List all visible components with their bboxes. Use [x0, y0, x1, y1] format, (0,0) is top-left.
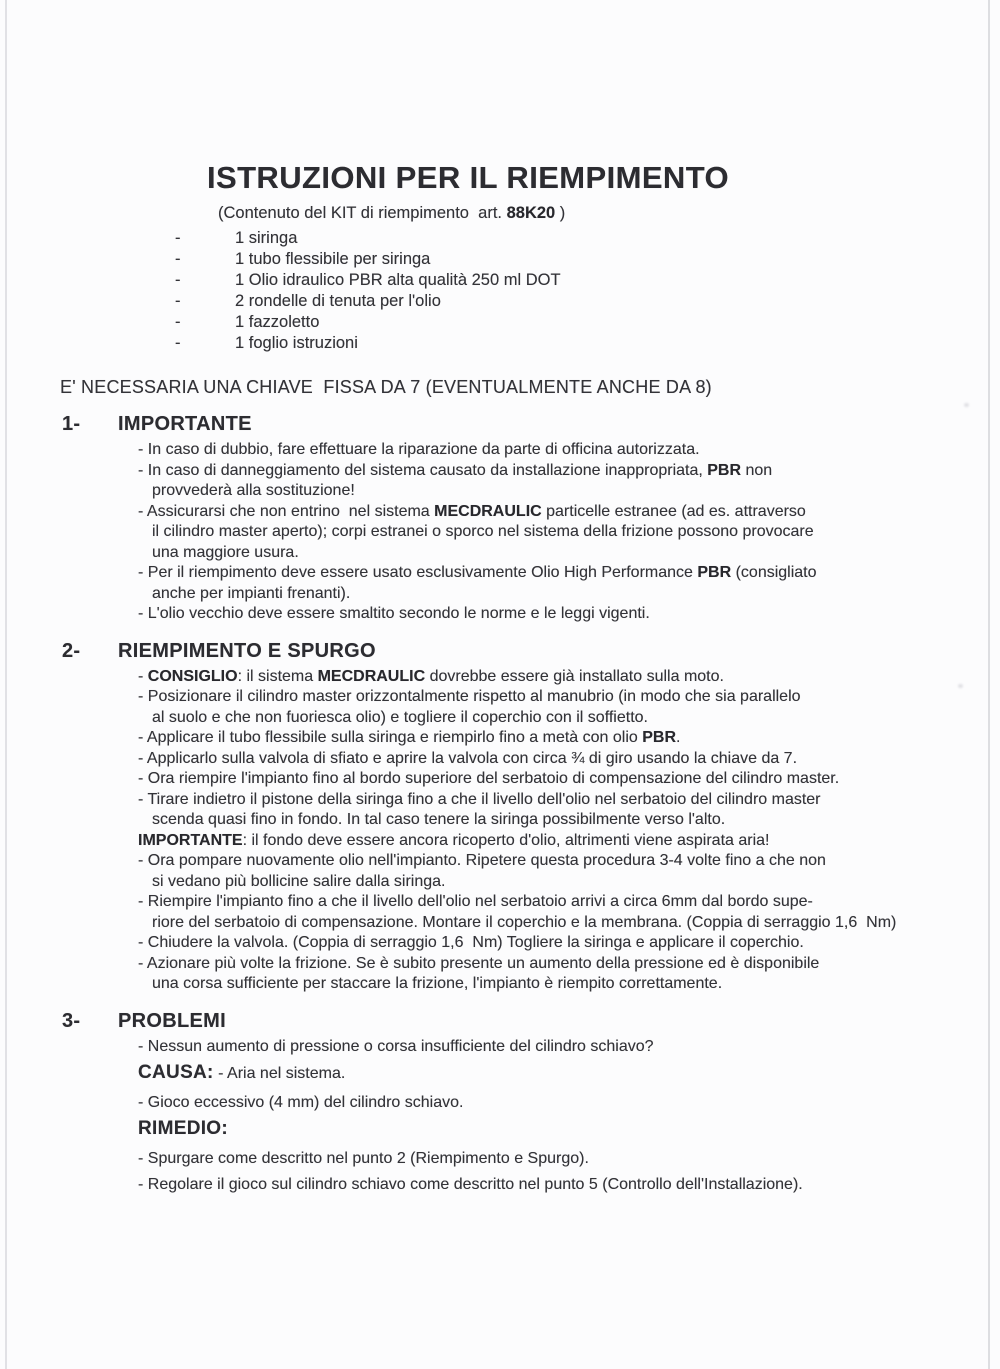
kit-item-label: 1 foglio istruzioni — [235, 334, 358, 352]
body-text: Tirare indietro il pistone della siringa fino a che il livello dell'olio nel serbatoio del cilindro master — [147, 790, 821, 808]
kit-item — [60, 270, 972, 291]
dash-marker: - — [138, 441, 148, 458]
body-text: riore del serbatoio di compensazione. Montare il coperchio e la membrana. (Coppia di serraggio 1,6 Nm) — [152, 913, 897, 931]
dash-marker: - — [138, 1093, 148, 1111]
body-text: (consigliato — [731, 564, 817, 581]
body-text: Gioco eccessivo (4 mm) del cilindro schiavo. — [147, 1093, 464, 1111]
section-body — [60, 1037, 972, 1196]
bold-text: PBR — [642, 729, 677, 746]
body-text: ) — [555, 204, 566, 222]
dash-marker: - — [138, 502, 147, 520]
page-right-edge — [988, 0, 990, 1369]
body-text: Applicare il tubo flessibile sulla siringa e riempirlo fino a metà con olio — [146, 729, 643, 746]
body-text: Riempire l'impianto fino a che il livello dell'olio nel serbatoio arrivi a circa 6mm dal bordo supe- — [147, 893, 813, 910]
dash-marker: - — [175, 334, 181, 352]
body-text: anche per impianti frenanti). — [152, 584, 351, 602]
section-heading — [60, 640, 972, 663]
bold-text: PBR — [697, 564, 732, 581]
emphasis-text: RIMEDIO: — [138, 1118, 229, 1139]
kit-item — [60, 249, 972, 270]
document-page — [60, 160, 972, 1202]
bullet-item — [138, 1037, 972, 1058]
body-text: il cilindro master aperto); corpi estranei o sporco nel sistema della frizione possono provocare — [152, 523, 814, 540]
note-line — [138, 831, 972, 852]
bullet-item — [138, 667, 972, 688]
dash-marker: - — [138, 461, 148, 479]
body-text: Azionare più volte la frizione. Se è subito presente un aumento della pressione ed è disponibile — [146, 954, 820, 972]
note-line — [138, 1119, 972, 1141]
bullet-item — [138, 563, 972, 604]
body-text: - Aria nel sistema. — [213, 1065, 346, 1082]
bullet-item — [138, 769, 972, 790]
section — [60, 413, 972, 625]
bold-text: 88K20 — [506, 204, 556, 222]
kit-item — [60, 291, 972, 312]
bullet-item — [138, 933, 972, 954]
body-text: particelle estranee (ad es. attraverso — [541, 502, 806, 520]
dash-marker: - — [138, 852, 148, 869]
body-text: scenda quasi fino in fondo. In tal caso tenere la siringa possibilmente verso l'alto. — [152, 811, 726, 828]
instruction-sections — [60, 413, 972, 1196]
bold-text: MECDRAULIC — [434, 502, 542, 520]
kit-item-label: 1 fazzoletto — [235, 313, 320, 331]
page-title: ISTRUZIONI PER IL RIEMPIMENTO — [207, 160, 729, 195]
section-number: 3- — [62, 1009, 81, 1032]
bullet-item — [138, 461, 972, 502]
section-heading — [60, 413, 972, 436]
dash-marker: - — [138, 1037, 148, 1055]
body-text: L'olio vecchio deve essere smaltito secondo le norme e le leggi vigenti. — [147, 605, 650, 622]
kit-item-label: 1 tubo flessibile per siringa — [235, 250, 431, 268]
body-text: Assicurarsi che non entrino nel sistema — [146, 502, 435, 520]
body-text: provvederà alla sostituzione! — [152, 482, 355, 499]
body-text: : il fondo deve essere ancora ricoperto d'olio, altrimenti viene aspirata aria! — [242, 831, 770, 849]
dash-marker: - — [138, 667, 148, 685]
dash-marker: - — [138, 1176, 148, 1193]
dash-marker: - — [175, 250, 181, 268]
body-text: In caso di dubbio, fare effettuare la riparazione da parte di officina autorizzata. — [147, 441, 700, 458]
kit-subtitle — [218, 204, 972, 223]
body-text: Chiudere la valvola. (Coppia di serraggio 1,6 Nm) Togliere la siringa e applicare il coperchio. — [147, 934, 804, 951]
kit-item — [60, 333, 972, 354]
bullet-item — [138, 728, 972, 749]
body-text: non — [741, 461, 773, 479]
page-left-edge — [5, 0, 7, 1369]
kit-item-label: 1 siringa — [235, 229, 298, 247]
body-text: Per il riempimento deve essere usato esclusivamente Olio High Performance — [147, 564, 698, 581]
dash-marker: - — [175, 229, 181, 247]
body-text: : il sistema — [237, 667, 318, 685]
dash-marker: - — [138, 564, 148, 581]
bullet-item — [138, 1093, 972, 1114]
body-text: Ora pompare nuovamente olio nell'impianto. Ripetere questa procedura 3-4 volte fino a che non — [147, 852, 826, 869]
bullet-item — [138, 687, 972, 728]
dash-marker: - — [138, 934, 148, 951]
section-title: IMPORTANTE — [118, 413, 252, 435]
kit-item-label: 1 Olio idraulico PBR alta qualità 250 ml DOT — [235, 271, 561, 289]
bullet-item — [138, 502, 972, 564]
bullet-item — [138, 1175, 972, 1196]
body-text: dovrebbe essere già installato sulla moto. — [425, 667, 724, 685]
bullet-item — [138, 790, 972, 831]
kit-contents-list — [60, 228, 972, 354]
bullet-item — [138, 851, 972, 892]
dash-marker: - — [138, 749, 147, 767]
section — [60, 1010, 972, 1196]
body-text: Posizionare il cilindro master orizzontalmente rispetto al manubrio (in modo che sia parallelo — [147, 688, 801, 705]
dash-marker: - — [175, 292, 181, 310]
section-heading — [60, 1010, 972, 1033]
body-text: Ora riempire l'impianto fino al bordo superiore del serbatoio di compensazione del cilindro master. — [147, 770, 840, 787]
body-text: Spurgare come descritto nel punto 2 (Riempimento e Spurgo). — [147, 1149, 589, 1167]
dash-marker: - — [175, 313, 181, 331]
bullet-item — [138, 749, 972, 770]
dash-marker: - — [138, 1149, 148, 1167]
dash-marker: - — [138, 770, 148, 787]
bullet-item — [138, 892, 972, 933]
kit-item-label: 2 rondelle di tenuta per l'olio — [235, 292, 441, 310]
dash-marker: - — [175, 271, 181, 289]
section-number: 2- — [62, 639, 81, 662]
bold-text: MECDRAULIC — [317, 667, 426, 685]
body-text: (Contenuto del KIT di riempimento art. — [218, 204, 507, 222]
body-text: una corsa sufficiente per staccare la frizione, l'impianto è riempito correttamente. — [152, 975, 723, 992]
dash-marker: - — [138, 954, 147, 972]
section-title: RIEMPIMENTO E SPURGO — [118, 639, 376, 662]
body-text: Regolare il gioco sul cilindro schiavo come descritto nel punto 5 (Controllo dell'Installazione). — [147, 1176, 803, 1193]
bullet-item — [138, 604, 972, 625]
body-text: . — [676, 729, 681, 746]
section — [60, 640, 972, 995]
dash-marker: - — [138, 893, 148, 910]
bold-text: IMPORTANTE — [138, 831, 243, 849]
kit-item — [60, 228, 972, 249]
body-text: In caso di danneggiamento del sistema causato da installazione inappropriata, — [147, 461, 708, 479]
body-text: Nessun aumento di pressione o corsa insufficiente del cilindro schiavo? — [147, 1037, 654, 1055]
section-body — [60, 440, 972, 625]
bold-text: CONSIGLIO — [147, 667, 238, 685]
section-number: 1- — [62, 413, 81, 435]
section-body — [60, 667, 972, 995]
bullet-item — [138, 1149, 972, 1170]
body-text: al suolo e che non fuoriesca olio) e togliere il coperchio con il soffietto. — [152, 708, 648, 726]
note-line — [138, 1063, 972, 1085]
body-text: Applicarlo sulla valvola di sfiato e aprire la valvola con circa ¾ di giro usando la chiave da 7. — [146, 749, 798, 767]
bold-text: PBR — [707, 461, 742, 479]
body-text: una maggiore usura. — [152, 543, 299, 561]
kit-item — [60, 312, 972, 333]
dash-marker: - — [138, 729, 147, 746]
section-title: PROBLEMI — [118, 1009, 226, 1032]
emphasis-text: CAUSA: — [138, 1062, 214, 1083]
dash-marker: - — [138, 605, 148, 622]
bullet-item — [138, 954, 972, 995]
dash-marker: - — [138, 790, 148, 808]
bullet-item — [138, 440, 972, 461]
body-text: si vedano più bollicine salire dalla siringa. — [152, 872, 446, 890]
dash-marker: - — [138, 688, 148, 705]
wrench-note: E' NECESSARIA UNA CHIAVE FISSA DA 7 (EVENTUALMENTE ANCHE DA 8) — [60, 377, 712, 397]
